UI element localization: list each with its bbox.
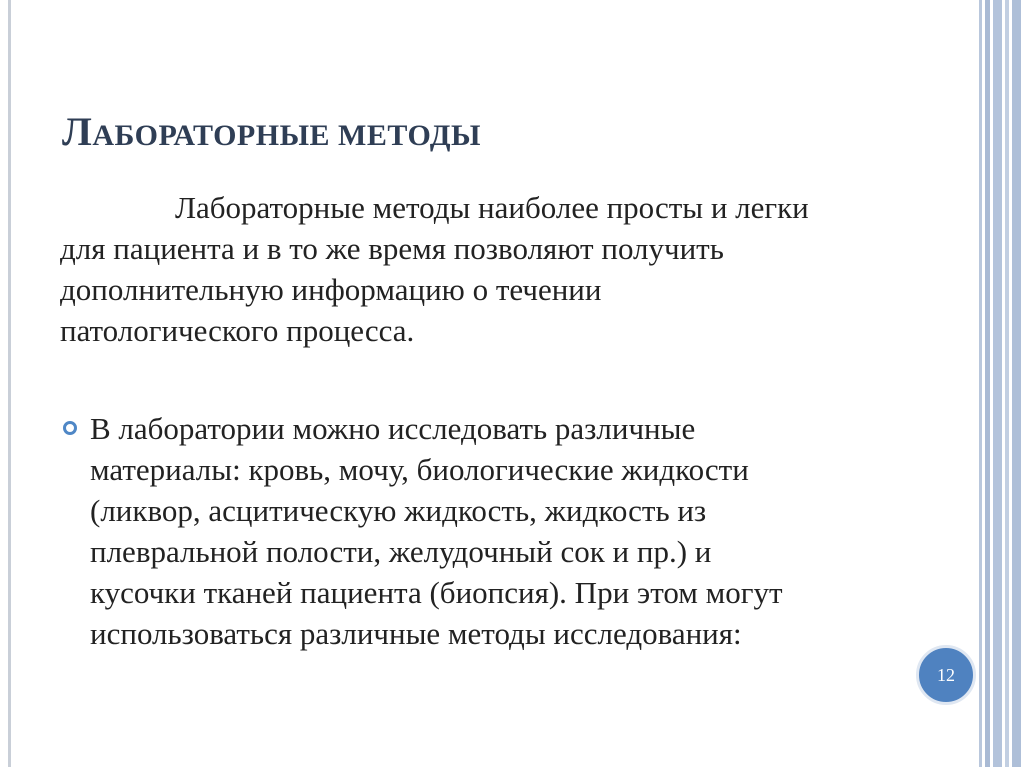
- intro-paragraph: [60, 187, 920, 351]
- decorative-stripe: [1005, 0, 1009, 767]
- bullet-line: плевральной полости, желудочный сок и пр.) и: [90, 534, 712, 569]
- slide-title: [62, 108, 481, 155]
- bullet-line: материалы: кровь, мочу, биологические жидкости: [90, 452, 749, 487]
- page-number-badge: 12: [916, 645, 976, 705]
- left-frame-line: [8, 0, 11, 767]
- slide-title-rest: АБОРАТОРНЫЕ МЕТОДЫ: [92, 119, 481, 152]
- bullet-line: кусочки тканей пациента (биопсия). При этом могут: [90, 575, 783, 610]
- paragraph-line: для пациента и в то же время позволяют получить: [60, 231, 724, 266]
- bullet-item: [90, 408, 930, 654]
- bullet-line: использоваться различные методы исследования:: [90, 616, 742, 651]
- paragraph-line: патологического процесса.: [60, 313, 415, 348]
- decorative-stripe: [979, 0, 982, 767]
- paragraph-line: Лабораторные методы наиболее просты и легки: [175, 190, 809, 225]
- bullet-line: (ликвор, асцитическую жидкость, жидкость из: [90, 493, 707, 528]
- decorative-stripe: [985, 0, 990, 767]
- decorative-stripe: [993, 0, 1002, 767]
- bullet-line: В лаборатории можно исследовать различные: [90, 411, 696, 446]
- ring-bullet-icon: [63, 421, 77, 435]
- decorative-stripe: [1012, 0, 1021, 767]
- paragraph-line: дополнительную информацию о течении: [60, 272, 602, 307]
- slide-title-initial: Л: [62, 109, 93, 154]
